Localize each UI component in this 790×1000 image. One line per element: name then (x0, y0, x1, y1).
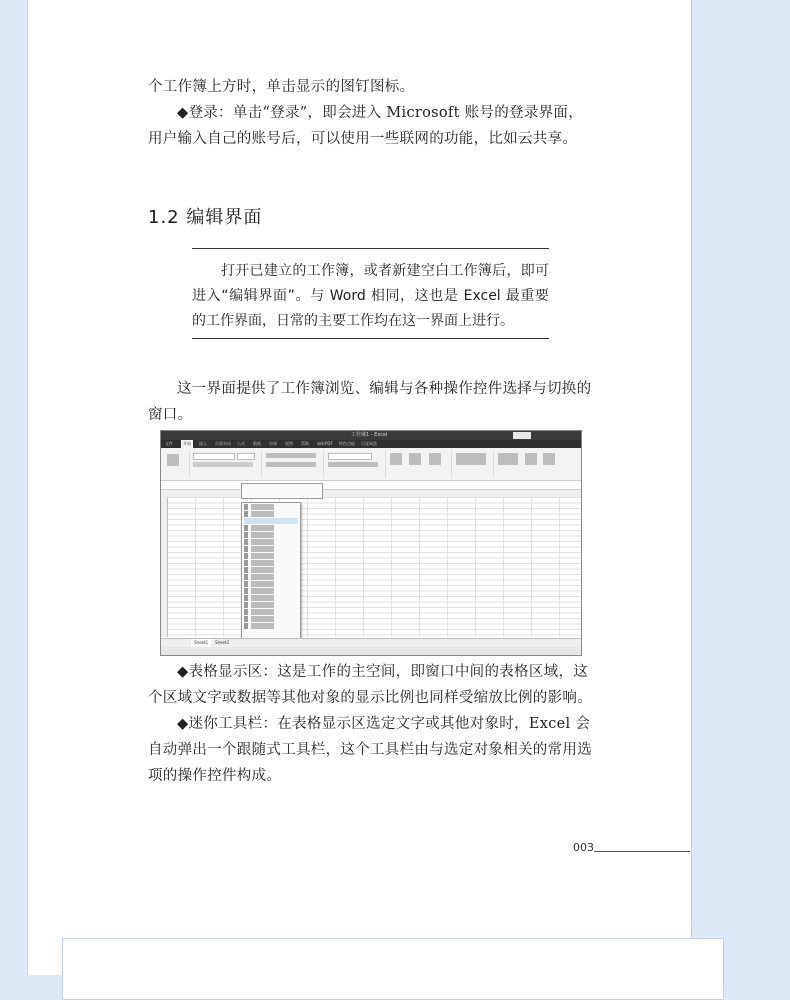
next-page (62, 938, 724, 1000)
alignment-group (263, 450, 324, 478)
number-group (325, 450, 386, 478)
login-button (513, 432, 531, 439)
tab-view: 视图 (285, 441, 293, 446)
tab-review: 审阅 (269, 441, 277, 446)
intro-text-block (148, 376, 596, 428)
bottom-text-block (148, 659, 596, 789)
paragraph: 个工作簿上方时，单击显示的图钉图标。 (148, 79, 415, 95)
worksheet-grid (161, 497, 581, 637)
editing-group (495, 450, 565, 478)
sort-icon (525, 453, 537, 465)
tab-home: 开始 (183, 441, 191, 446)
paragraph: ◆迷你工具栏：在表格显示区选定文字或其他对象时，Excel 会自动弹出一个跟随式工具栏，这个工具栏由与选定对象相关的常用选项的操作控件构成。 (148, 716, 592, 784)
sheet-tab-1: Sheet1 (191, 639, 211, 647)
excel-title: 工作簿1 - Excel (351, 432, 388, 438)
excel-titlebar (161, 431, 581, 440)
cell-style-icon (429, 453, 441, 465)
tab-layout: 页面布局 (215, 441, 231, 446)
row-headers (161, 497, 168, 637)
sheet-tab-2: Sheet2 (215, 640, 230, 645)
paragraph: 这一界面提供了工作簿浏览、编辑与各种操作控件选择与切换的窗口。 (148, 381, 592, 423)
table-format-icon (409, 453, 421, 465)
tab-help: 帮助 (301, 441, 309, 446)
align-icons (266, 453, 316, 458)
font-name-box (193, 453, 235, 460)
cells-icons (456, 453, 486, 465)
number-icons (328, 462, 378, 467)
callout-box (192, 248, 549, 339)
font-size-box (237, 453, 255, 460)
section-heading: 1.2 编辑界面 (148, 207, 263, 228)
find-icon (543, 453, 555, 465)
cells-group (453, 450, 494, 478)
formula-bar (161, 481, 581, 490)
tab-pdf: 福昕PDF (317, 441, 333, 446)
tab-insert: 插入 (199, 441, 207, 446)
page-number-rule (594, 851, 690, 852)
conditional-format-icon (390, 453, 402, 465)
tab-data: 数据 (253, 441, 261, 446)
ribbon-tabs (161, 440, 581, 448)
tab-formulas: 公式 (237, 441, 245, 446)
sheet-tabs (161, 638, 581, 647)
paste-icon (167, 454, 179, 466)
mini-toolbar (241, 483, 323, 499)
tab-netdisk: 百度网盘 (361, 441, 377, 446)
callout-text: 打开已建立的工作簿，或者新建空白工作簿后，即可进入“编辑界面”。与 Word 相同，这也是 Excel 最重要的工作界面，日常的主要工作均在这一界面上进行。 (192, 263, 549, 329)
number-format-box (328, 453, 372, 460)
tab-special: 特色功能 (339, 441, 355, 446)
font-format-icons (193, 462, 253, 467)
ribbon (161, 448, 581, 481)
styles-group (387, 450, 452, 478)
paragraph: ◆登录：单击“登录”，即会进入 Microsoft 账号的登录界面，用户输入自己的账号后，可以使用一些联网的功能，比如云共享。 (148, 105, 584, 147)
tab-file: 文件 (165, 441, 173, 446)
context-menu (241, 502, 301, 649)
font-group (191, 450, 262, 478)
indent-icons (266, 462, 316, 467)
page-number: 003 (573, 841, 594, 854)
excel-screenshot (160, 430, 582, 656)
sum-icon (498, 453, 518, 465)
status-bar (161, 647, 581, 655)
clipboard-group (163, 450, 190, 478)
paragraph: ◆表格显示区：这是工作的主空间，即窗口中间的表格区域，这个区域文字或数据等其他对象的显示比例也同样受缩放比例的影响。 (148, 664, 592, 706)
top-text-block (148, 74, 596, 152)
